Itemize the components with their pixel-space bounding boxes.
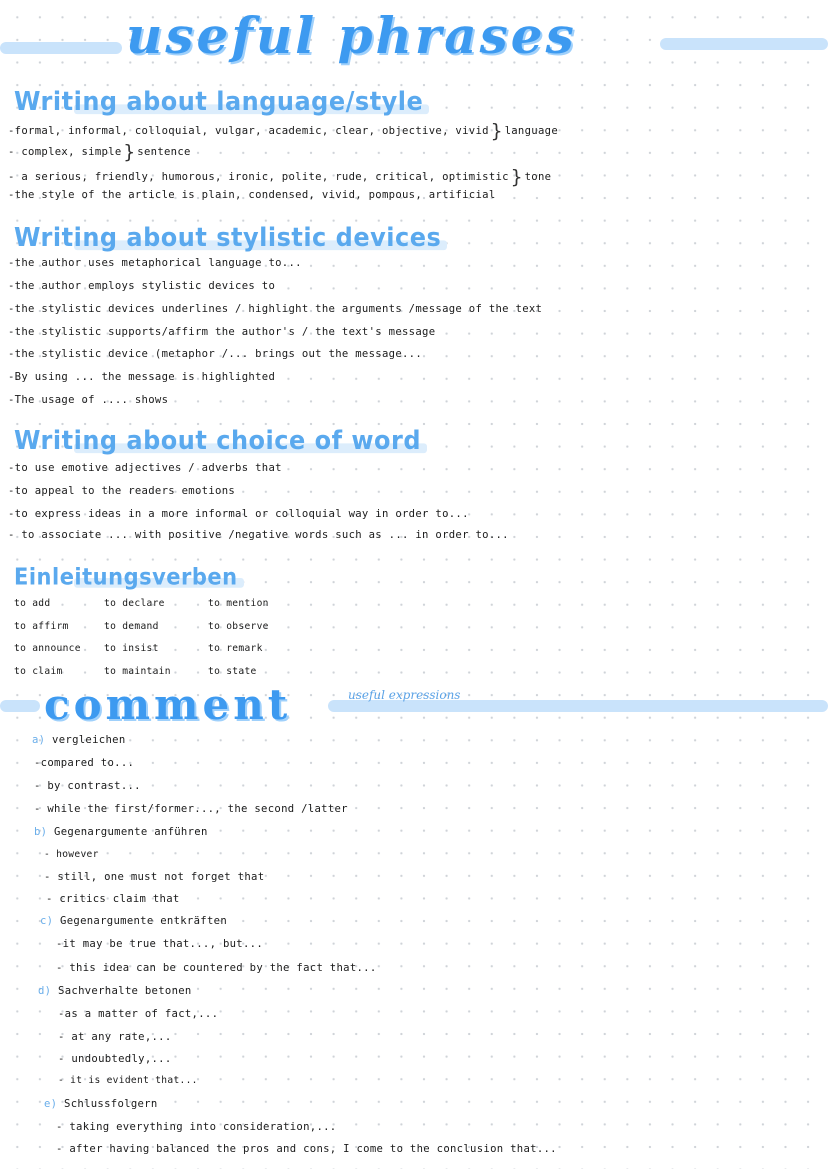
line-stylistic-3: -the stylistic devices underlines / highlight the arguments /message of the text: [8, 303, 543, 315]
comment-d-item-2: - at any rate,...: [58, 1031, 172, 1043]
verb-col3-3: to remark: [208, 643, 263, 654]
comment-e-item-1: - taking everything into consideration,...: [56, 1121, 337, 1133]
line-stylistic-2: -the author employs stylistic devices to: [8, 280, 276, 292]
verb-col2-1: to declare: [104, 598, 165, 609]
comment-band-left: [0, 700, 40, 712]
line-stylistic-4: -the stylistic supports/affirm the author's / the text's message: [8, 326, 436, 338]
comment-group-d-heading: d) Sachverhalte betonen: [38, 985, 192, 997]
line-language-3: - a serious, friendly, humorous, ironic, polite, rude, critical, optimistic } tone: [8, 166, 552, 188]
comment-group-b-heading: b) Gegenargumente anführen: [34, 826, 208, 838]
comment-d-item-1: -as a matter of fact,...: [58, 1008, 219, 1020]
heading-stylistic-devices: Writing about stylistic devices: [14, 222, 442, 253]
comment-a-item-3: - while the first/former..., the second /latter: [34, 803, 348, 815]
line-choice-3: -to express ideas in a more informal or colloquial way in order to...: [8, 508, 469, 520]
comment-b-item-1: - however: [44, 849, 99, 860]
verb-col2-2: to demand: [104, 621, 159, 632]
verb-col1-3: to announce: [14, 643, 81, 654]
comment-title: comment: [44, 680, 292, 729]
comment-group-c-heading: c) Gegenargumente entkräften: [40, 915, 227, 927]
heading-einleitungsverben: Einleitungsverben: [14, 564, 238, 590]
comment-subtitle: useful expressions: [348, 688, 461, 702]
line-choice-4: - to associate ... with positive /negative words such as ... in order to...: [8, 529, 509, 541]
verb-col1-1: to add: [14, 598, 51, 609]
comment-d-item-3: - undoubtedly,...: [58, 1053, 172, 1065]
comment-d-item-4: - it is evident that...: [58, 1075, 198, 1086]
comment-e-item-2: - after having balanced the pros and cons, I come to the conclusion that...: [56, 1143, 557, 1155]
heading-language-style: Writing about language/style: [14, 86, 424, 117]
verb-col2-3: to insist: [104, 643, 159, 654]
comment-group-e-heading: e) Schlussfolgern: [44, 1098, 158, 1110]
line-stylistic-6: -By using ... the message is highlighted: [8, 371, 276, 383]
line-choice-1: -to use emotive adjectives / adverbs that: [8, 462, 282, 474]
title-band-left: [0, 42, 122, 54]
verb-col2-4: to maintain: [104, 666, 171, 677]
page-title: useful phrases: [126, 6, 577, 65]
verb-col1-2: to affirm: [14, 621, 69, 632]
line-language-4: -the style of the article is plain, condensed, vivid, pompous, artificial: [8, 189, 496, 201]
comment-c-item-2: - this idea can be countered by the fact that...: [56, 962, 377, 974]
line-stylistic-7: -The usage of .... shows: [8, 394, 169, 406]
title-band-right: [660, 38, 828, 50]
verb-col3-1: to mention: [208, 598, 269, 609]
verb-col3-2: to observe: [208, 621, 269, 632]
verb-col3-4: to state: [208, 666, 257, 677]
line-choice-2: -to appeal to the readers emotions: [8, 485, 236, 497]
line-stylistic-1: -the author uses metaphorical language to...: [8, 257, 302, 269]
line-language-1: -formal, informal, colloquial, vulgar, academic, clear, objective, vivid } language: [8, 120, 559, 142]
comment-group-a-heading: a) vergleichen: [32, 734, 126, 746]
line-language-2: - complex, simple } sentence: [8, 141, 191, 163]
verb-col1-4: to claim: [14, 666, 63, 677]
comment-b-item-3: - critics claim that: [46, 893, 180, 905]
comment-c-item-1: -it may be true that..., but...: [56, 938, 264, 950]
line-stylistic-5: -the stylistic device (metaphor /... brings out the message...: [8, 348, 423, 360]
heading-choice-of-word: Writing about choice of word: [14, 425, 422, 456]
comment-b-item-2: - still, one must not forget that: [44, 871, 265, 883]
comment-a-item-1: -compared to...: [34, 757, 135, 769]
comment-a-item-2: - by contrast...: [34, 780, 141, 792]
